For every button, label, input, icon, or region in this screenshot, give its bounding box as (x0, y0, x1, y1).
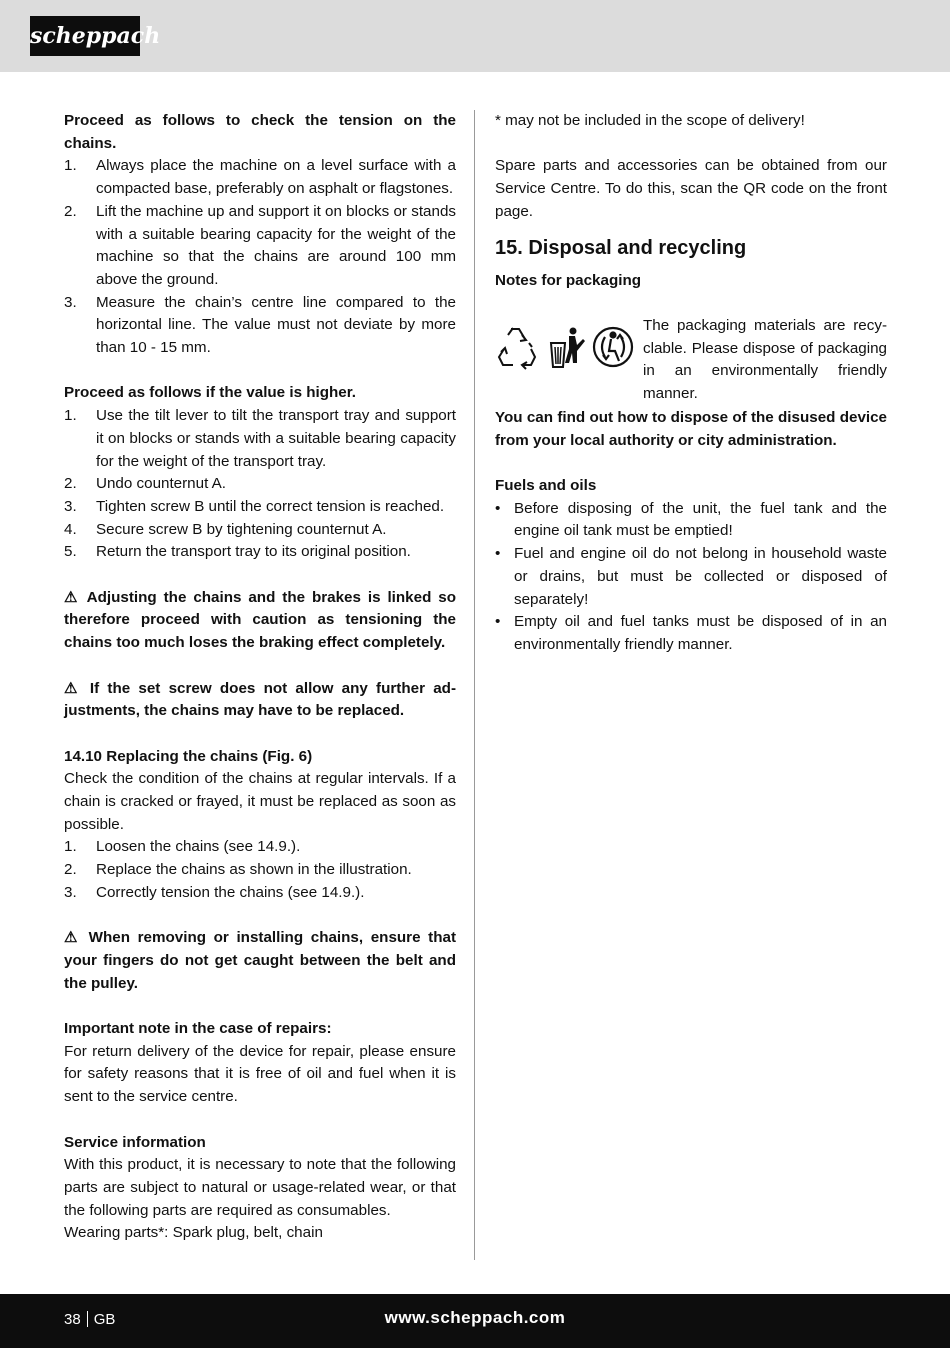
left-column (64, 110, 456, 1245)
list-item: • Empty oil and fuel tanks must be disposed of in an environmentally friendly manner. (495, 611, 887, 656)
recycling-icons (495, 321, 640, 381)
list-item: 3. Measure the chain’s centre line compared to the horizontal line. The value must not deviate by more than 10 - 15 mm. (64, 293, 456, 357)
page-header (0, 0, 950, 72)
scheppach-logo: scheppach (30, 16, 140, 56)
repairs-text: For return delivery of the device for repair, please ensure for safety reasons that it is free of oil and fuel when it is sent to the service centre. (64, 1042, 456, 1106)
warning-chains-brakes: ⚠ Adjusting the chains and the brakes is linked so therefore proceed with caution as tensioning the chains too much loses the braking effect completely. (64, 588, 456, 652)
page-footer (0, 1294, 950, 1348)
recycle-icon (499, 328, 535, 369)
packaging-text: The packaging materials are recyclable. Please dispose of packaging in an environmentally friendly manner. (643, 316, 887, 402)
spare-parts-text: Spare parts and accessories can be obtained from our Service Centre. To do this, scan the QR code on the front page. (495, 157, 887, 220)
wearing-parts: Wearing parts*: Spark plug, belt, chain (64, 1224, 323, 1242)
service-heading: Service information (64, 1133, 206, 1151)
list-item: 1. Loosen the chains (see 14.9.). (64, 838, 301, 856)
packaging-heading: Notes for packaging (495, 271, 641, 289)
fuels-heading: Fuels and oils (495, 476, 597, 494)
replacing-steps (64, 836, 456, 904)
warning-fingers: ⚠ When removing or installing chains, ensure that your fingers do not get caught between the belt and the pulley. (64, 929, 456, 992)
replacing-text: Check the condition of the chains at regular intervals. If a chain is cracked or frayed, it must be replaced as soon as possible. (64, 770, 456, 833)
dispose-note: You can find out how to dispose of the disused device from your local authority or city administration. (495, 408, 887, 449)
list-item: 2. Replace the chains as shown in the illustration. (64, 861, 412, 879)
green-dot-icon (594, 328, 632, 366)
scope-note: * may not be included in the scope of delivery! (495, 112, 805, 129)
list-item: 3. Correctly tension the chains (see 14.9.). (64, 883, 365, 901)
list-item: 2. Lift the machine up and support it on blocks or stands with a suitable bearing capacity for the weight of the machine so that the chains are around 100 mm above the ground. (64, 202, 456, 288)
right-column (495, 110, 887, 657)
list-item: 4. Secure screw B by tightening counternut A. (64, 520, 387, 538)
higher-steps (64, 405, 456, 564)
repairs-heading: Important note in the case of repairs: (64, 1020, 332, 1038)
list-item: 3. Tighten screw B until the correct tension is reached. (64, 497, 445, 515)
higher-heading: Proceed as follows if the value is higher. (64, 384, 357, 402)
column-divider (474, 110, 475, 1260)
fuels-list (495, 498, 887, 657)
list-item: 2. Undo counternut A. (64, 475, 227, 493)
tension-heading: Proceed as follows to check the tension on the chains. (64, 112, 456, 152)
list-item: • Before disposing of the unit, the fuel tank and the engine oil tank must be emptied! (495, 498, 887, 543)
warning-set-screw: ⚠ If the set screw does not allow any further adjustments, the chains may have to be replaced. (64, 679, 456, 720)
list-item: 5. Return the transport tray to its original position. (64, 543, 411, 561)
list-item: 1. Use the tilt lever to tilt the transport tray and support it on blocks or stands with a suitable bearing capacity for the weight of the transport tray. (64, 407, 456, 470)
website-link[interactable]: www.scheppach.com (384, 1308, 566, 1327)
service-text: With this product, it is necessary to note that the following parts are subject to natural or usage-related wear, or that the following parts are required as consumables. (64, 1156, 456, 1219)
page-number: 38 GB (64, 1311, 116, 1328)
section-title: 15. Disposal and recycling (495, 236, 747, 259)
waste-bin-icon (551, 327, 585, 367)
packaging-block (495, 315, 887, 407)
list-item: 1. Always place the machine on a level surface with a compacted base, preferably on asphalt or flagstones. (64, 157, 456, 198)
tension-steps (64, 155, 456, 359)
list-item: • Fuel and engine oil do not belong in household waste or drains, but must be collected or disposed of separately! (495, 543, 887, 611)
replacing-heading: 14.10 Replacing the chains (Fig. 6) (64, 747, 313, 765)
